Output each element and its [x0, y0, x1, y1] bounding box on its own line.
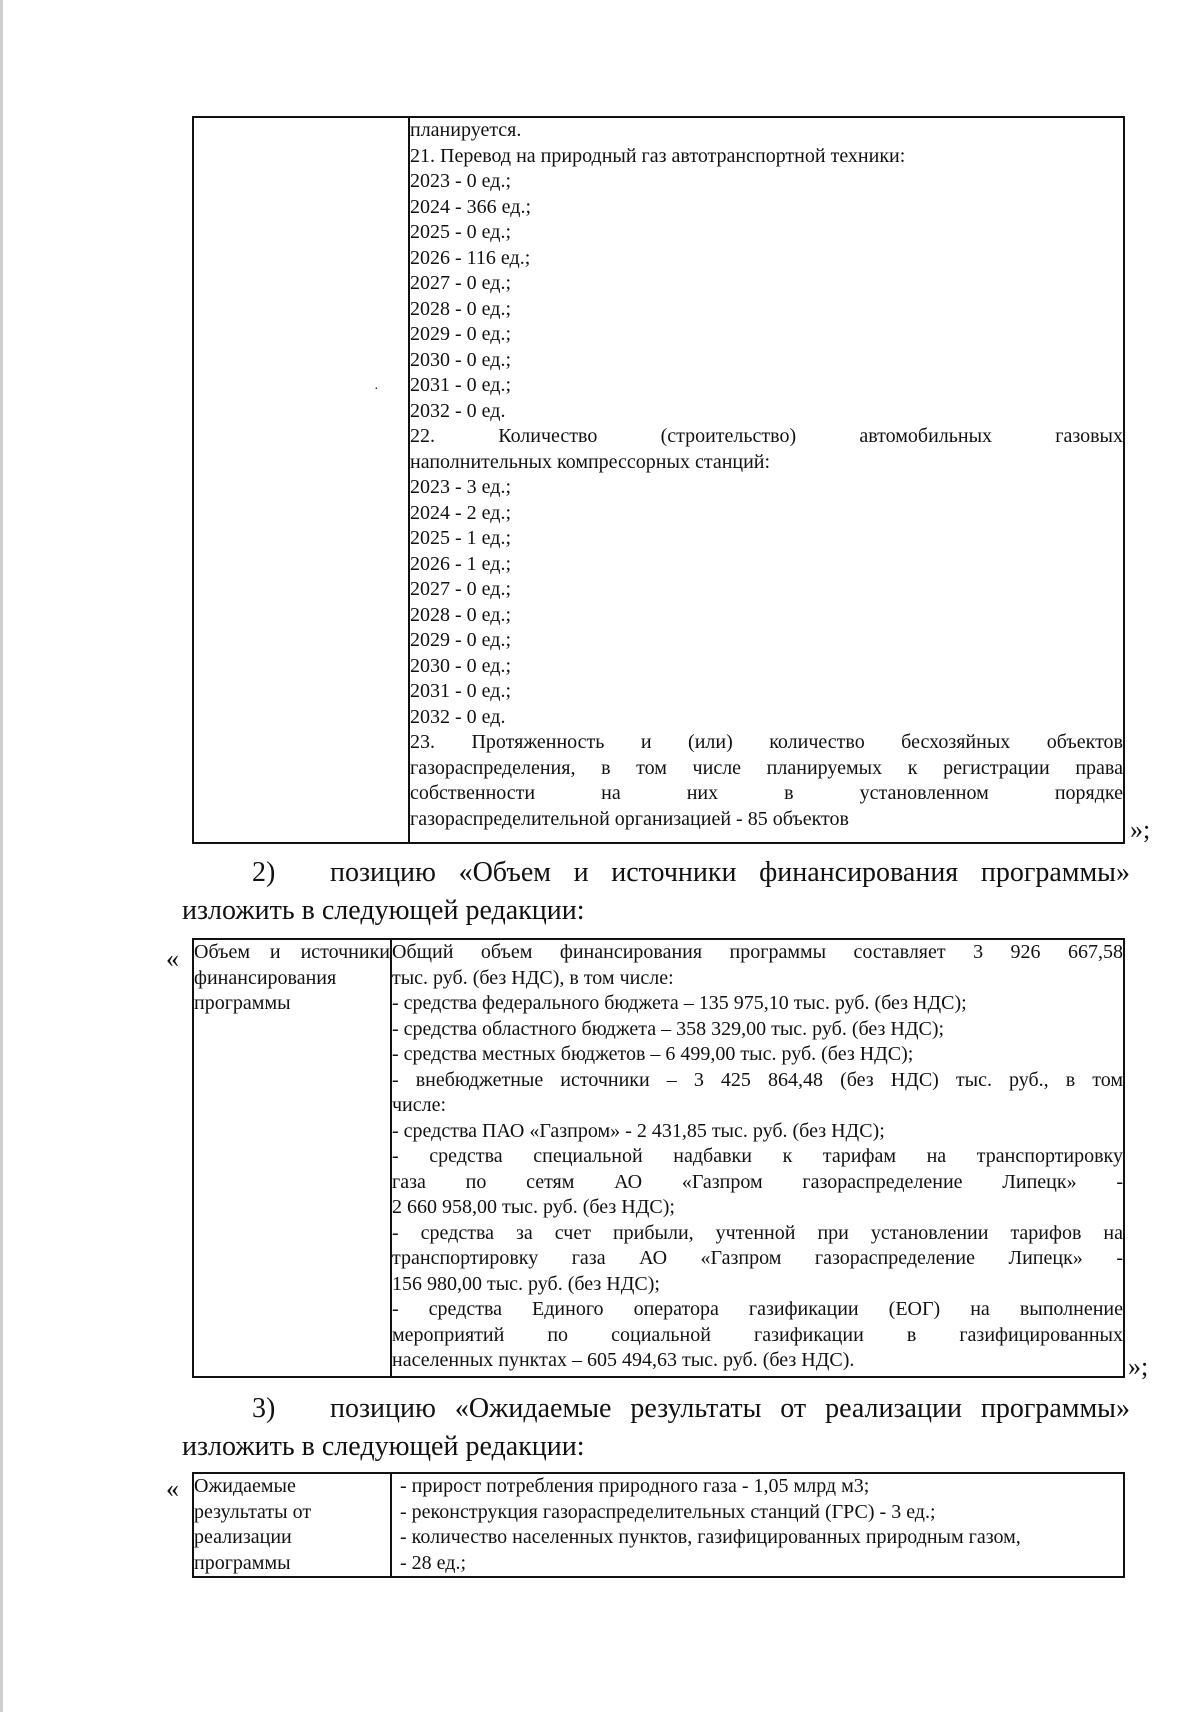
list-item: 2029 - 0 ед.; [410, 629, 512, 651]
results-table-right-cell [391, 1473, 1124, 1577]
list-item: Общий объем финансирования программы составляет 3 926 667,58 [392, 941, 1123, 963]
table2-close-quote: »; [1128, 1352, 1149, 1381]
list-item: 2029 - 0 ед.; [410, 323, 512, 345]
list-item: 23. Протяженность и (или) количество бесхозяйных объектов [410, 731, 1123, 753]
paragraph-2-line-1 [182, 854, 1130, 892]
list-item: наполнительных компрессорных станций: [410, 450, 771, 473]
paragraph-2-line-2: изложить в следующей редакции: [182, 895, 585, 926]
scan-edge [0, 0, 3, 1712]
list-item: 2030 - 0 ед.; [410, 654, 512, 677]
list-item: транспортировку газа АО «Газпром газораспределение Липецк» - [392, 1247, 1123, 1269]
paragraph-3-line-1 [182, 1390, 1130, 1428]
results-table-left-cell [193, 1473, 391, 1577]
financing-list [392, 940, 1123, 1374]
list-item: 22. Количество (строительство) автомобильных газовых [410, 425, 1123, 447]
list-item: 2028 - 0 ед.; [410, 603, 512, 626]
list-item: мероприятий по социальной газификации в газифицированных [392, 1323, 1123, 1346]
list-item: Ожидаемые [194, 1475, 296, 1497]
list-item: - средства ПАО «Газпром» - 2 431,85 тыс. руб. (без НДС); [392, 1119, 885, 1142]
list-item: 2028 - 0 ед.; [410, 297, 512, 320]
list-item: 2025 - 1 ед.; [410, 527, 512, 549]
list-item: 2030 - 0 ед.; [410, 348, 512, 371]
financing-table [192, 938, 1125, 1378]
list-item: 21. Перевод на природный газ автотранспортной техники: [410, 144, 906, 167]
list-item: программы [194, 1551, 291, 1574]
list-item: газа по сетям АО «Газпром газораспределение Липецк» - [392, 1170, 1123, 1193]
list-item: 2031 - 0 ед.; [410, 374, 512, 396]
table3-open-quote: « [166, 1474, 179, 1503]
list-item: газораспределения, в том числе планируемых к регистрации права [410, 756, 1123, 779]
results-table [192, 1472, 1125, 1578]
list-item: - прирост потребления природного газа - 1,05 млрд м3; [400, 1475, 870, 1497]
list-item: 2027 - 0 ед.; [410, 578, 512, 600]
list-item: 2032 - 0 ед. [410, 705, 506, 728]
list-item: газораспределительной организацией - 85 объектов [410, 807, 849, 830]
list-item: - внебюджетные источники – 3 425 864,48 (без НДС) тыс. руб., в том [392, 1068, 1123, 1091]
list-item: собственности на них в установленном порядке [410, 782, 1123, 804]
list-item: 2026 - 116 ед.; [410, 246, 531, 269]
list-item: - средства за счет прибыли, учтенной при установлении тарифов на [392, 1221, 1123, 1244]
results-title [194, 1474, 390, 1576]
list-item: 2026 - 1 ед.; [410, 552, 512, 575]
paragraph-3-line-2: изложить в следующей редакции: [182, 1431, 585, 1462]
list-item: - средства областного бюджета – 358 329,00 тыс. руб. (без НДС); [392, 1017, 945, 1040]
financing-table-left-cell [193, 939, 391, 1377]
financing-title: Объем и источники финансирования программы [194, 941, 390, 1014]
paragraph-2-number: 2) [252, 857, 276, 888]
table1-close-quote: »; [1130, 815, 1151, 844]
list-item: - количество населенных пунктов, газифицированных природным газом, [400, 1526, 1021, 1548]
targets-table [192, 116, 1125, 844]
list-item: 2032 - 0 ед. [410, 399, 506, 422]
targets-table-left-cell [193, 117, 409, 843]
list-item: - реконструкция газораспределительных станций (ГРС) - 3 ед.; [400, 1500, 936, 1523]
list-item: 2023 - 0 ед.; [410, 170, 512, 192]
list-item: 2031 - 0 ед.; [410, 680, 512, 702]
list-item: 2024 - 366 ед.; [410, 195, 532, 218]
table2-open-quote: « [166, 944, 179, 973]
list-item: - 28 ед.; [400, 1551, 467, 1574]
paragraph-2 [182, 854, 1130, 930]
list-item: тыс. руб. (без НДС), в том числе: [392, 966, 674, 989]
paragraph-3-number: 3) [252, 1393, 276, 1424]
financing-table-right-cell [391, 939, 1124, 1377]
list-item: - средства специальной надбавки к тарифам на транспортировку [392, 1145, 1123, 1167]
list-item: - средства федерального бюджета – 135 975,10 тыс. руб. (без НДС); [392, 992, 967, 1014]
list-item: планируется. [410, 119, 522, 141]
list-item: 2025 - 0 ед.; [410, 221, 512, 243]
list-item: реализации [194, 1526, 292, 1548]
stray-mark: · [374, 382, 379, 397]
list-item: - средства Единого оператора газификации (ЕОГ) на выполнение [392, 1298, 1123, 1320]
paragraph-3 [182, 1390, 1130, 1466]
list-item: 2023 - 3 ед.; [410, 476, 512, 498]
list-item: 2024 - 2 ед.; [410, 501, 512, 524]
list-item: населенных пунктах – 605 494,63 тыс. руб. (без НДС). [392, 1349, 855, 1371]
paragraph-2-text: позицию «Объем и источники финансирования программы» [330, 857, 1130, 888]
list-item: 156 980,00 тыс. руб. (без НДС); [392, 1272, 660, 1295]
targets-list [410, 118, 1123, 832]
list-item: числе: [392, 1094, 447, 1116]
targets-table-right-cell [409, 117, 1124, 843]
list-item: - средства местных бюджетов – 6 499,00 тыс. руб. (без НДС); [392, 1043, 914, 1065]
paragraph-3-text: позицию «Ожидаемые результаты от реализации программы» [330, 1393, 1130, 1424]
list-item: 2027 - 0 ед.; [410, 272, 512, 294]
list-item: результаты от [194, 1500, 312, 1523]
list-item: 2 660 958,00 тыс. руб. (без НДС); [392, 1196, 675, 1218]
results-list [400, 1474, 1113, 1576]
